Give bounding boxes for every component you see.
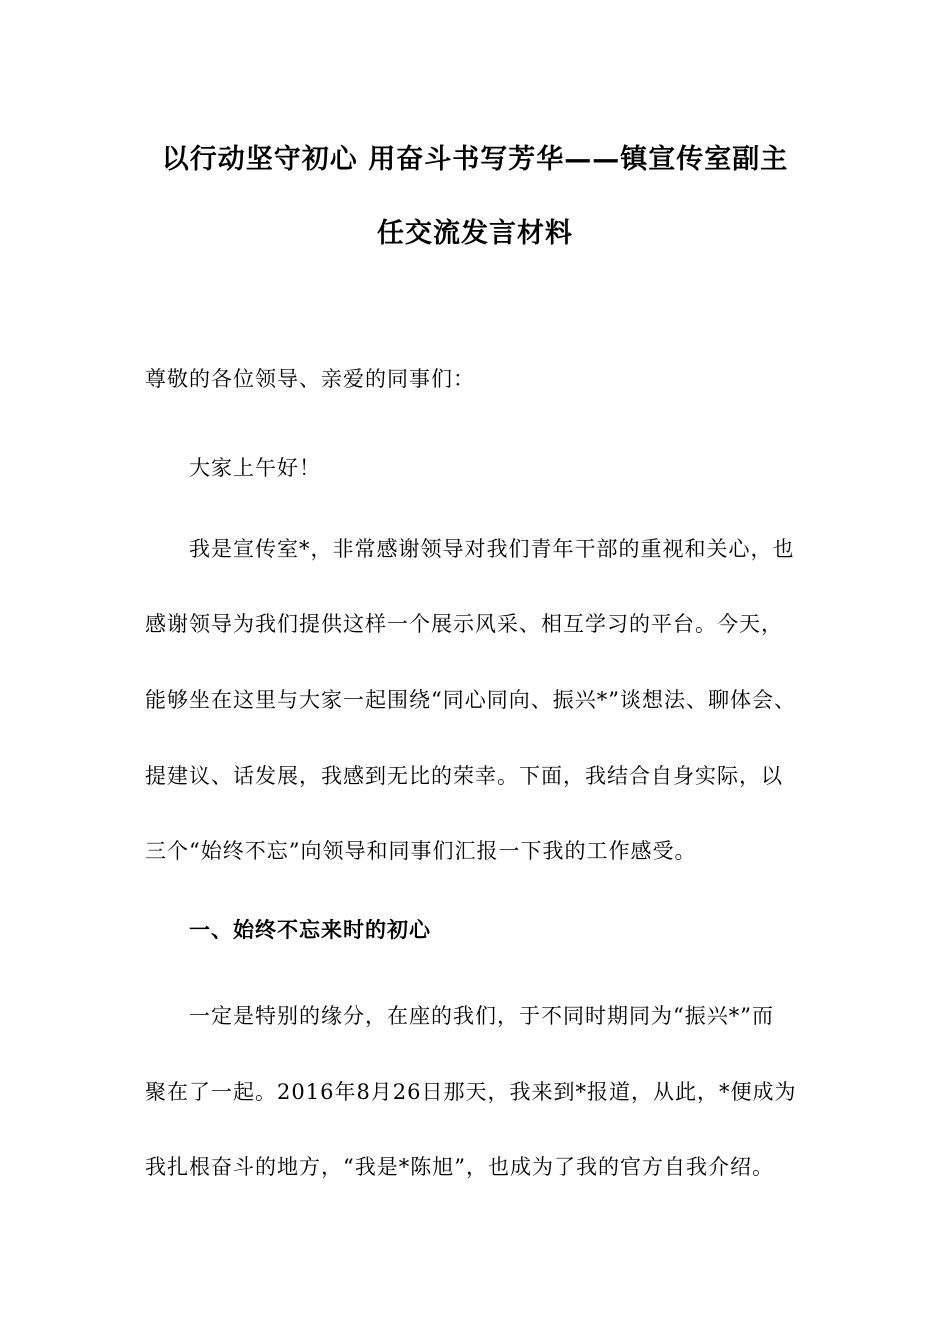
- salutation: 尊敬的各位领导、亲爱的同事们：: [145, 367, 475, 391]
- intro-paragraph-line: 我是宣传室*，非常感谢领导对我们青年干部的重视和关心，也: [189, 537, 795, 561]
- intro-paragraph-line: 提建议、话发展，我感到无比的荣幸。下面，我结合自身实际，以: [145, 764, 783, 788]
- section-paragraph-line: 我扎根奋斗的地方，“我是*陈旭”，也成为了我的官方自我介绍。: [145, 1155, 774, 1179]
- section-paragraph-line: 一定是特别的缘分，在座的我们，于不同时期同为“振兴*”而: [189, 1004, 774, 1028]
- section-paragraph-line: 聚在了一起。2016年8月26日那天，我来到*报道，从此，*便成为: [145, 1080, 797, 1104]
- greeting: 大家上午好！: [189, 456, 321, 480]
- document-title-line-1: 以行动坚守初心 用奋斗书写芳华——镇宣传室副主: [161, 144, 789, 175]
- intro-paragraph-line: 能够坐在这里与大家一起围绕“同心同向、振兴*”谈想法、聊体会、: [145, 688, 796, 712]
- document-title-line-2: 任交流发言材料: [377, 218, 573, 249]
- intro-paragraph-line: 三个“始终不忘”向领导和同事们汇报一下我的工作感受。: [145, 839, 697, 863]
- section-heading: 一、始终不忘来时的初心: [189, 918, 431, 942]
- intro-paragraph-line: 感谢领导为我们提供这样一个展示风采、相互学习的平台。今天，: [145, 612, 783, 636]
